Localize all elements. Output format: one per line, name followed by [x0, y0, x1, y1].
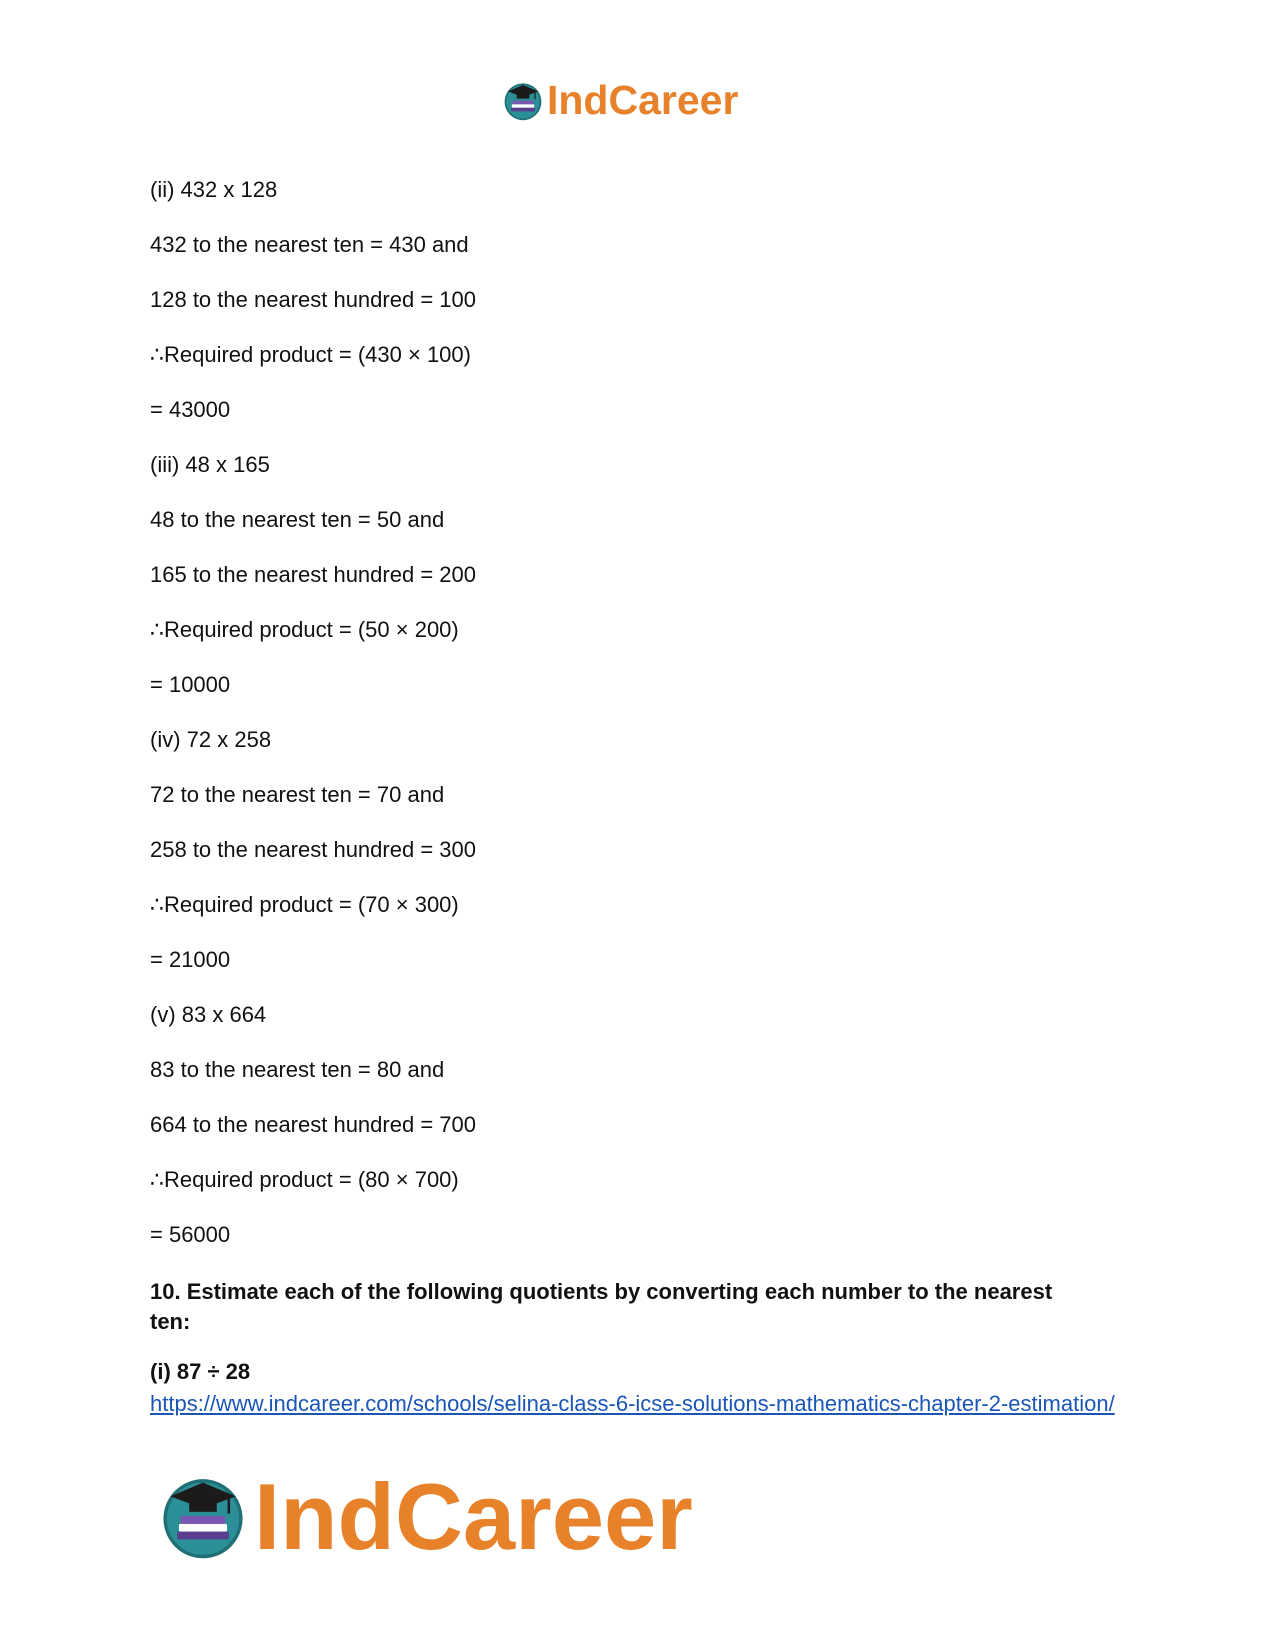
- source-link[interactable]: https://www.indcareer.com/schools/selina-class-6-icse-solutions-mathematics-chapter-2-estimation/: [150, 1391, 1115, 1416]
- text-line: 128 to the nearest hundred = 100: [150, 287, 476, 312]
- text-line: (iv) 72 x 258: [150, 727, 272, 752]
- text-line: 258 to the nearest hundred = 300: [150, 837, 476, 862]
- text-line: = 56000: [150, 1222, 231, 1247]
- text-line: 48 to the nearest ten = 50 and: [150, 507, 445, 532]
- graduation-cap-books-icon: [160, 1474, 246, 1560]
- graduation-cap-books-icon: [503, 81, 543, 121]
- logo-text: IndCareer: [547, 77, 739, 123]
- text-line: (iii) 48 x 165: [150, 452, 270, 477]
- text-line: = 21000: [150, 947, 231, 972]
- text-line: = 10000: [150, 672, 231, 697]
- text-line: 432 to the nearest ten = 430 and: [150, 232, 469, 257]
- logo-text: IndCareer: [254, 1464, 693, 1569]
- text-line: 165 to the nearest hundred = 200: [150, 562, 476, 587]
- text-line: ∴Required product = (50 × 200): [150, 617, 459, 642]
- text-line: ∴Required product = (80 × 700): [150, 1167, 459, 1192]
- text-line: = 43000: [150, 397, 231, 422]
- document-body: [150, 177, 1130, 1419]
- text-line: 72 to the nearest ten = 70 and: [150, 782, 445, 807]
- text-line: (v) 83 x 664: [150, 1002, 267, 1027]
- text-line: 664 to the nearest hundred = 700: [150, 1112, 476, 1137]
- text-line: (ii) 432 x 128: [150, 177, 278, 202]
- text-line: ∴Required product = (430 × 100): [150, 342, 471, 367]
- footer-logo: [160, 1464, 693, 1569]
- text-line: 83 to the nearest ten = 80 and: [150, 1057, 445, 1082]
- header-logo: [503, 77, 739, 123]
- text-line: ∴Required product = (70 × 300): [150, 892, 459, 917]
- subquestion-heading: (i) 87 ÷ 28: [150, 1359, 251, 1384]
- question-heading: 10. Estimate each of the following quotients by converting each number to the nearest ten:: [150, 1279, 1053, 1334]
